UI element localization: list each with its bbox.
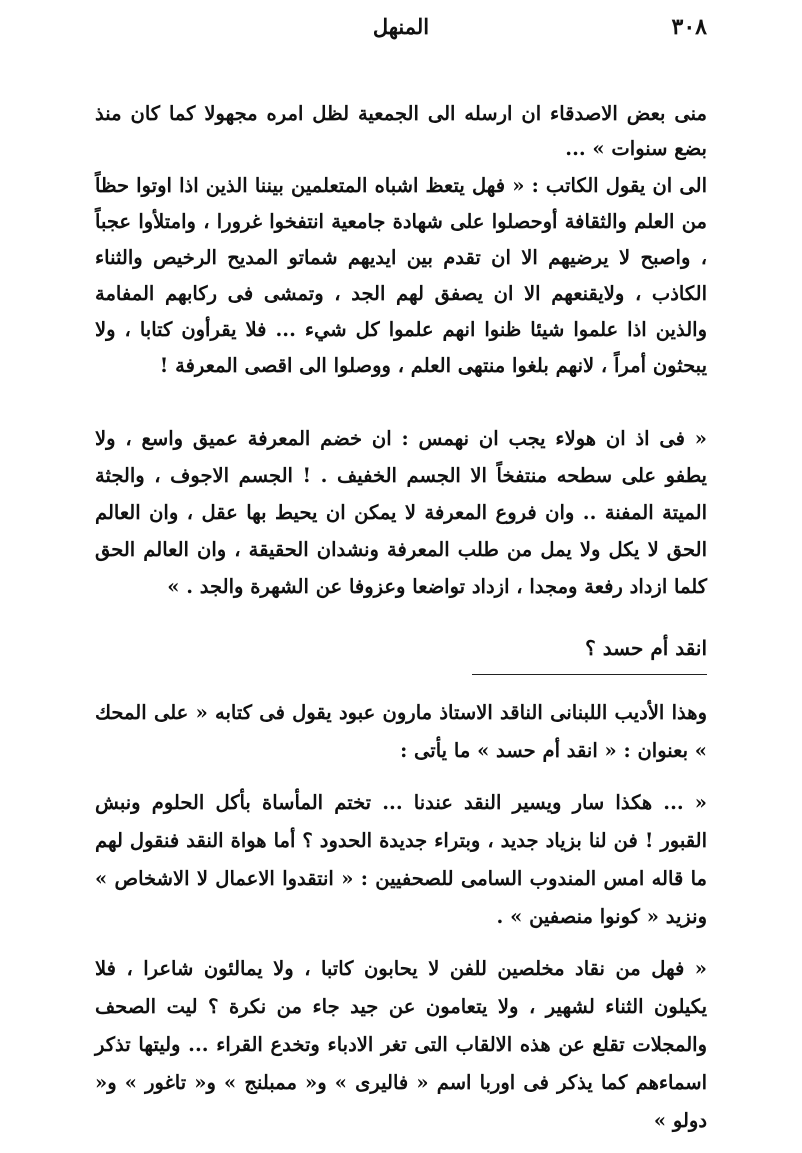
paragraph-text: « فهل من نقاد مخلصين للفن لا يحابون كاتبا ، ولا يمالئون شاعرا ، فلا يكيلون الثناء لشهير ، ولا يتعامون عن جيد جاء من نكرة ؟ ليت الصحف والمجلات تقلع عن هذه الالقاب التى تغر الادباء وتخدع القراء ... وليتها تذكر اسماءهم كما يذكر فى اوربا اسم « فاليرى » و« ممبلنج » و« تاغور » و« دولو » <box>95 957 707 1132</box>
paragraph-text: « ... هكذا سار ويسير النقد عندنا ... تختم المأساة بأكل الحلوم ونبش القبور ! فن لنا بزياد جديد ، وبتراء جديدة الحدود ؟ أما هواة النقد فنقول لهم ما قاله امس المندوب السامى للصحفيين : « انتقدوا الاعمال لا الاشخاص » ونزيد « كونوا منصفين » . <box>95 791 707 928</box>
paragraph-continued <box>95 96 707 166</box>
paragraph-text: الى ان يقول الكاتب : « فهل يتعظ اشباه المتعلمين بيننا الذين اذا اوتوا حظاً من العلم والثقافة أوحصلوا على شهادة جامعية انتفخوا غرورا ، وامتلأوا عجباً ، واصبح لا يرضيهم الا ان تقدم بين ايديهم شماتو المديح الرخيص والثناء الكاذب ، ولايقنعهم الا ان يصفق لهم الجد ، وتمشى فى ركابهم المفامة والذين اذا علموا شيئا ظنوا انهم علموا كل شيء ... فلا يقرأون كتابا ، ولا يبحثون أمراً ، لانهم بلغوا منتهى العلم ، ووصلوا الى اقصى المعرفة ! <box>95 174 707 377</box>
running-title: المنهل <box>372 14 430 39</box>
paragraph-text: « فى اذ ان هولاء يجب ان نهمس : ان خضم المعرفة عميق واسع ، ولا يطفو على سطحه منتفخاً الا الجسم الخفيف . ! الجسم الاجوف ، والجثة الميتة المفنة .. وان فروع المعرفة لا يمكن ان يحيط بها عقل ، وان العالم الحق لا يكل ولا يمل من طلب المعرفة ونشدان الحقيقة ، وان العالم الحق كلما ازداد رفعة ومجدا ، ازداد تواضعا وعزوفا عن الشهرة والجد . » <box>95 427 707 598</box>
section-heading: انقد أم حسد ؟ <box>585 636 707 660</box>
paragraph-sincere-critics <box>95 950 707 1140</box>
section-divider <box>472 674 707 675</box>
paragraph-whisper <box>95 420 707 605</box>
page-number: ٣٠٨ <box>671 14 707 40</box>
paragraph-text: منى بعض الاصدقاء ان ارسله الى الجمعية لظل امره مجهولا كما كان منذ بضع سنوات » ... <box>95 102 707 160</box>
paragraph-critique-quote <box>95 784 707 936</box>
paragraph-quote-writer <box>95 168 707 384</box>
paragraph-maroun-abboud <box>95 694 707 770</box>
paragraph-text: وهذا الأديب اللبنانى الناقد الاستاذ مارون عبود يقول فى كتابه « على المحك » بعنوان : « انقد أم حسد » ما يأتى : <box>95 701 707 762</box>
page-header <box>95 14 707 48</box>
